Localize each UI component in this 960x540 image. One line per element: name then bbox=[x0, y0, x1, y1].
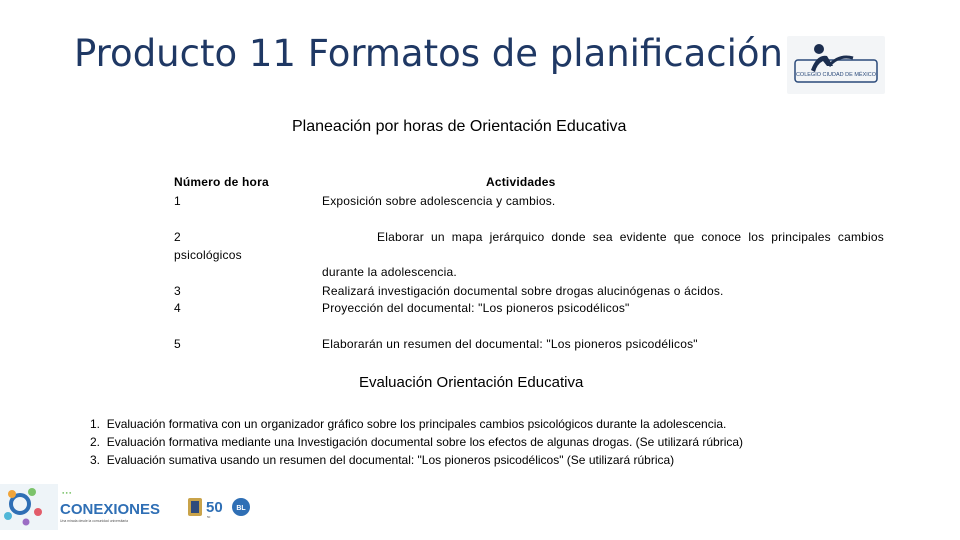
row-2-hour: 2 bbox=[174, 230, 181, 244]
badge-bl: BL bbox=[236, 505, 246, 512]
school-logo bbox=[787, 36, 885, 94]
row-1-activity: Exposición sobre adolescencia y cambios. bbox=[322, 194, 556, 208]
row-2-hour-note: psicológicos bbox=[174, 248, 242, 262]
evaluation-item-text: Evaluación formativa mediante una Investigación documental sobre los efectos de algunas drogas. (Se utilizará rúbrica) bbox=[106, 435, 744, 449]
row-5-activity: Elaborarán un resumen del documental: "Los pioneros psicodélicos" bbox=[322, 337, 698, 351]
school-logo-text: COLEGIO CIUDAD DE MÉXICO bbox=[795, 72, 877, 78]
evaluation-item-number: 3. bbox=[90, 453, 101, 467]
header-activities: Actividades bbox=[486, 175, 556, 189]
row-3-hour: 3 bbox=[174, 284, 181, 298]
evaluation-item-number: 1. bbox=[90, 417, 101, 431]
bl-badge-icon bbox=[232, 498, 250, 516]
evaluation-item-number: 2. bbox=[90, 435, 101, 449]
row-5-hour: 5 bbox=[174, 337, 181, 351]
header-hour: Número de hora bbox=[174, 175, 269, 189]
evaluation-item bbox=[90, 453, 674, 467]
footer-tagline: Una mirada desde la comunidad universitaria bbox=[60, 519, 129, 523]
row-2-activity-line1: Elaborar un mapa jerárquico donde sea evidente que conoce los principales cambios bbox=[377, 230, 884, 244]
row-4-activity: Proyección del documental: "Los pioneros psicodélicos" bbox=[322, 301, 630, 315]
unam-shield-icon bbox=[188, 498, 202, 516]
anniversary-badge-icon bbox=[206, 499, 223, 519]
row-2-activity-line2: durante la adolescencia. bbox=[322, 265, 457, 279]
school-emblem-icon bbox=[787, 36, 885, 94]
evaluation-item-text: Evaluación formativa con un organizador gráfico sobre los principales cambios psicológicos durante la adolescencia. bbox=[106, 417, 727, 431]
svg-text:50: 50 bbox=[207, 515, 211, 519]
evaluation-item bbox=[90, 417, 726, 431]
evaluation-item-text: Evaluación sumativa usando un resumen del documental: "Los pioneros psicodélicos" (Se utilizará rúbrica) bbox=[106, 453, 675, 467]
subtitle: Planeación por horas de Orientación Educativa bbox=[292, 118, 627, 135]
row-1-hour: 1 bbox=[174, 194, 181, 208]
evaluation-item bbox=[90, 435, 743, 449]
row-3-activity: Realizará investigación documental sobre drogas alucinógenas o ácidos. bbox=[322, 284, 724, 298]
conexiones-logo bbox=[0, 482, 260, 532]
page-title: Producto 11 Formatos de planificación bbox=[74, 32, 783, 75]
badge-50: 50 bbox=[206, 499, 223, 516]
footer-brand: CONEXIONES bbox=[60, 501, 161, 518]
evaluation-title: Evaluación Orientación Educativa bbox=[359, 374, 584, 391]
svg-text:● ● ●: ● ● ● bbox=[62, 490, 72, 495]
footer-logos bbox=[0, 482, 260, 532]
row-4-hour: 4 bbox=[174, 301, 181, 315]
